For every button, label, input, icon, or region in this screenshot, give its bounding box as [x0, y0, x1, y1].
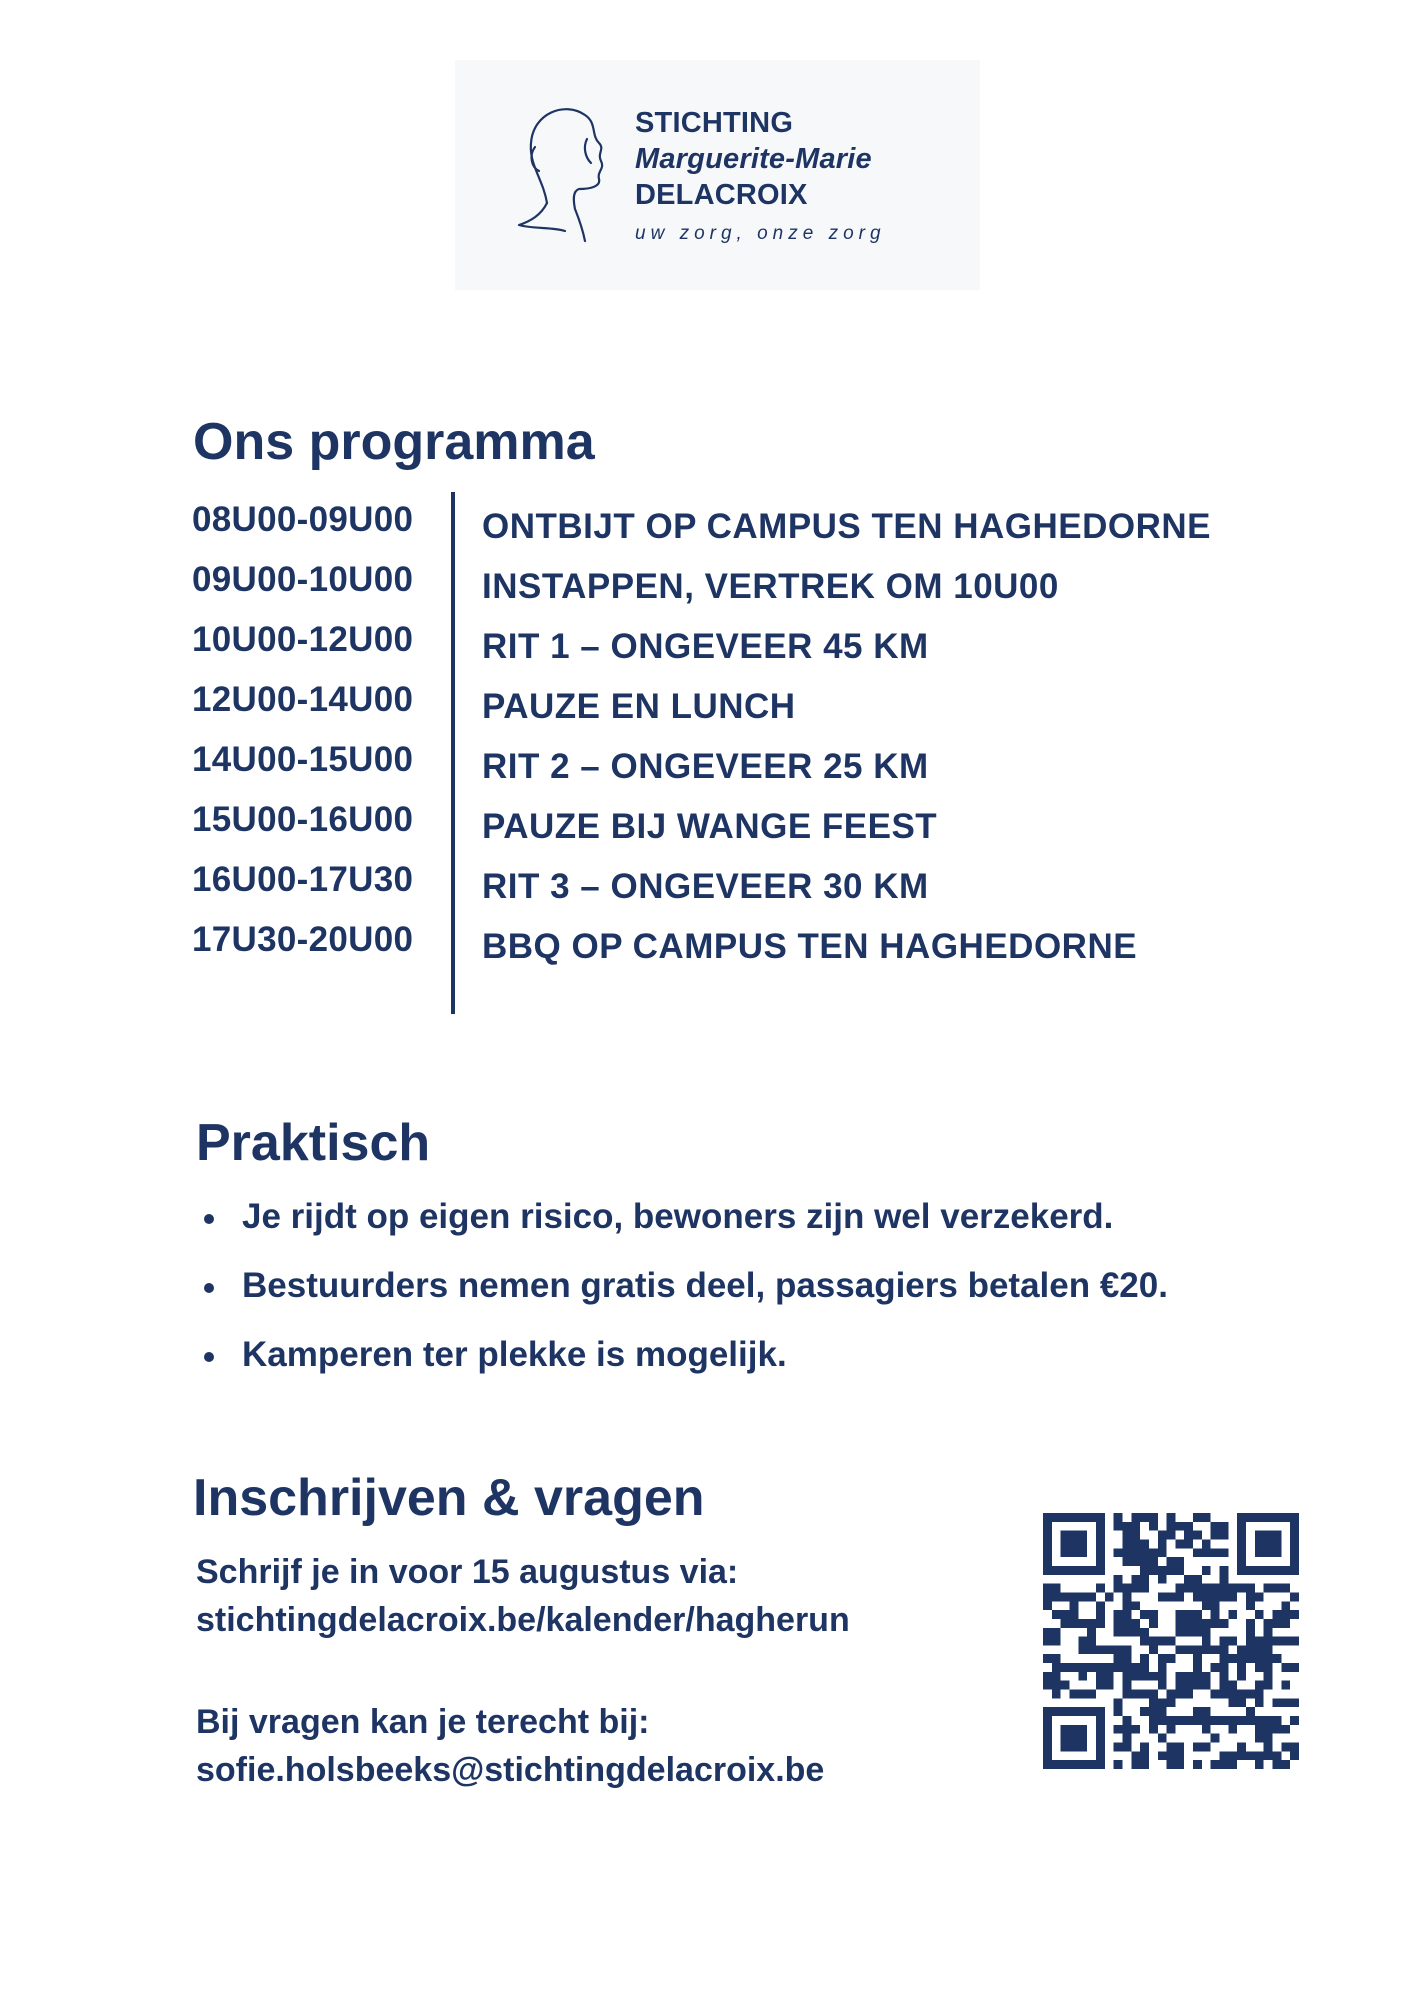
practical-item-text: Je rijdt op eigen risico, bewoners zijn wel verzekerd. [242, 1197, 1114, 1236]
signup-contact [196, 1548, 850, 1794]
practical-item [200, 1266, 1168, 1335]
practical-title: Praktisch [196, 1114, 431, 1172]
schedule-time: 17U30-20U00 [192, 920, 414, 959]
practical-list [200, 1197, 1168, 1404]
qr-code-icon[interactable] [1043, 1513, 1299, 1769]
logo-tagline: uw zorg, onze zorg [635, 223, 886, 244]
logo-stichting: STICHTING [635, 107, 794, 139]
questions-text: Bij vragen kan je terecht bij: [196, 1703, 650, 1741]
schedule-time: 15U00-16U00 [192, 800, 414, 839]
schedule-time: 09U00-10U00 [192, 560, 414, 599]
schedule-time: 12U00-14U00 [192, 680, 414, 719]
schedule-event: RIT 3 – ONGEVEER 30 KM [482, 867, 929, 906]
practical-item [200, 1335, 1168, 1404]
schedule-event: RIT 1 – ONGEVEER 45 KM [482, 627, 929, 666]
bullet-icon [204, 1352, 214, 1362]
schedule-event: PAUZE BIJ WANGE FEEST [482, 807, 938, 846]
schedule-event: RIT 2 – ONGEVEER 25 KM [482, 747, 929, 786]
bullet-icon [204, 1283, 214, 1293]
register-link[interactable]: stichtingdelacroix.be/kalender/hagherun [196, 1601, 850, 1639]
contact-email-link[interactable]: sofie.holsbeeks@stichtingdelacroix.be [196, 1751, 825, 1789]
logo-surname: DELACROIX [635, 179, 808, 211]
signup-title: Inschrijven & vragen [193, 1469, 705, 1527]
logo-name: Marguerite-Marie [635, 143, 872, 175]
schedule-time: 10U00-12U00 [192, 620, 414, 659]
register-text: Schrijf je in voor 15 augustus via: [196, 1553, 739, 1591]
schedule-event: PAUZE EN LUNCH [482, 687, 796, 726]
schedule-time: 08U00-09U00 [192, 500, 414, 539]
schedule-event: ONTBIJT OP CAMPUS TEN HAGHEDORNE [482, 507, 1212, 546]
schedule-divider [451, 492, 455, 1014]
foundation-logo [455, 60, 980, 290]
program-title: Ons programma [193, 413, 595, 471]
practical-item [200, 1197, 1168, 1266]
schedule-time: 14U00-15U00 [192, 740, 414, 779]
practical-item-text: Bestuurders nemen gratis deel, passagiers betalen €20. [242, 1266, 1168, 1305]
bullet-icon [204, 1214, 214, 1224]
woman-profile-icon [513, 95, 613, 245]
schedule-event: BBQ OP CAMPUS TEN HAGHEDORNE [482, 927, 1138, 966]
schedule-time: 16U00-17U30 [192, 860, 414, 899]
practical-item-text: Kamperen ter plekke is mogelijk. [242, 1335, 787, 1374]
schedule-event: INSTAPPEN, VERTREK OM 10U00 [482, 567, 1059, 606]
